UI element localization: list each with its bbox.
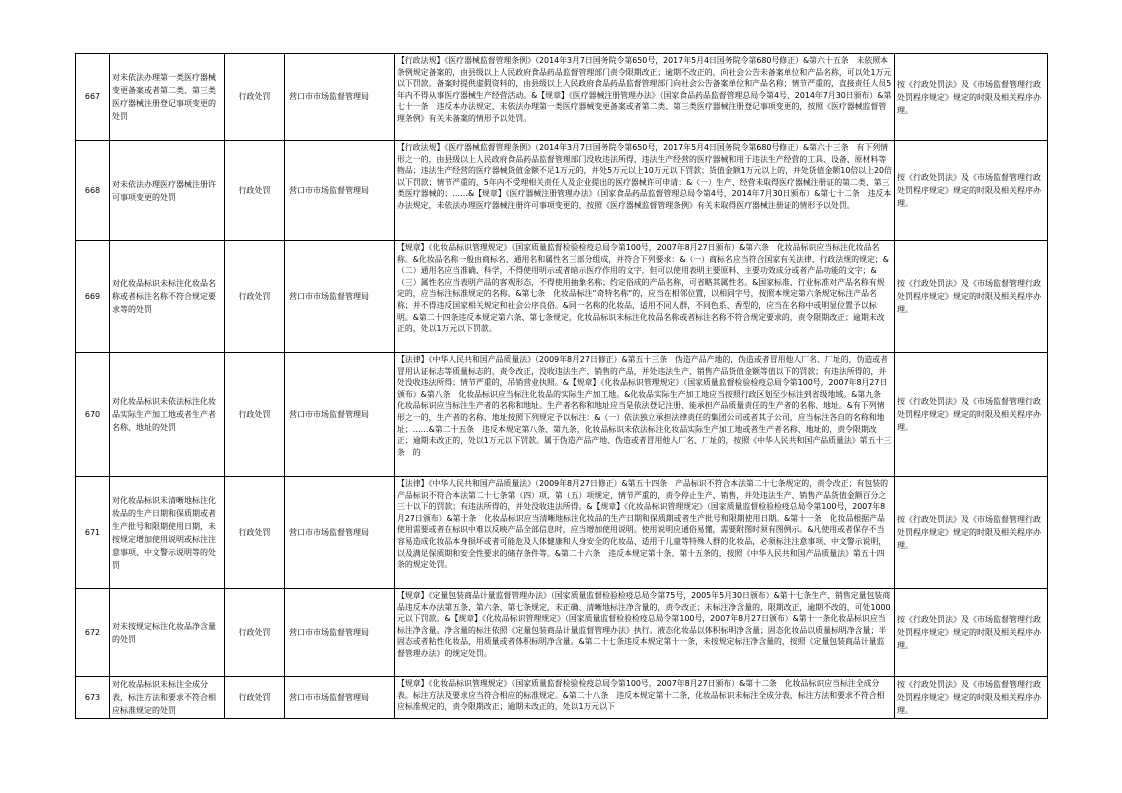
- table-row: [76, 677, 1048, 719]
- item-name: 对化妆品标识未清晰地标注化妆品的生产日期和保质期或者生产批号和限期使用日期，未按规定增加使用说明或标注注意事项、中文警示说明等的处罚: [110, 477, 225, 589]
- item-name: 对化妆品标识未依法标注化妆品实际生产加工地或者生产者名称、地址的处罚: [110, 353, 225, 477]
- table-row: [76, 589, 1048, 677]
- time-limit: 按《行政处罚法》及《市场监督管理行政处罚程序规定》规定的时限及相关程序办理。: [895, 54, 1048, 141]
- table-row: [76, 353, 1048, 477]
- time-limit: 按《行政处罚法》及《市场监督管理行政处罚程序规定》规定的时限及相关程序办理。: [895, 141, 1048, 241]
- department: 营口市市场监督管理局: [285, 677, 395, 719]
- department: 营口市市场监督管理局: [285, 241, 395, 353]
- table-row: [76, 241, 1048, 353]
- power-type: 行政处罚: [225, 589, 285, 677]
- table-row: [76, 477, 1048, 589]
- time-limit: 按《行政处罚法》及《市场监督管理行政处罚程序规定》规定的时限及相关程序办理。: [895, 241, 1048, 353]
- row-number: 673: [76, 677, 110, 719]
- legal-basis: 【法律】《中华人民共和国产品质量法》（2009年8月27日修正）&第五十三条 伪造产品产地的，伪造或者冒用他人厂名、厂址的，伪造或者冒用认证标志等质量标志的，责令改正，没收违法生产、销售的产品，并处违法生产、销售产品货值金额等值以下的罚款；有违法所得的，并处没收违法所得；情节严重的，吊销营业执照。&【规章】《化妆品标识管理规定》（国家质量监督检验检疫总局令第100号，2007年8月27日颁布）&第八条 化妆品标识应当标注化妆品的实际生产加工地。&化妆品实际生产加工地应当按照行政区划至少标注到省级地域。&第九条 化妆品标识应当标注生产者的名称和地址。生产者名称和地址应当是依法登记注册、能承担产品质量责任的生产者的名称、地址。&有下列情形之一的，生产者的名称、地址按照下列规定予以标注：&（一）依法独立承担法律责任的集团公司或者其子公司，应当标注各自的名称和地址；……&第二十五条 违反本规定第八条、第九条，化妆品标识未依法标注化妆品实际生产加工地或者生产者名称、地址的，责令限期改正；逾期未改正的，处以1万元以下罚款。属于伪造产品产地、伪造或者冒用他人厂名、厂址的，按照《中华人民共和国产品质量法》第五十三条 的: [395, 353, 895, 477]
- legal-basis: 【行政法规】《医疗器械监督管理条例》（2014年3月7日国务院令第650号，2017年5月4日国务院令第680号修正）&第六十三条 有下列情形之一的，由县级以上人民政府食品药品监督管理部门没收违法所得、违法生产经营的医疗器械和用于违法生产经营的工具、设备、原材料等物品；违法生产经营的医疗器械货值金额不足1万元的，并处5万元以上10万元以下罚款；货值金额1万元以上的，并处货值金额10倍以上20倍以下罚款；情节严重的，5年内不受理相关责任人及企业提出的医疗器械许可申请：&（一）生产、经营未取得医疗器械注册证的第二类、第三类医疗器械的；……&【规章】《医疗器械注册管理办法》（国家食品药品监督管理总局令第4号，2014年7月30日颁布）&第七十二条 违反本办法规定，未依法办理医疗器械注册许可事项变更的，按照《医疗器械监督管理条例》有关未取得医疗器械注册证的情形予以处罚。: [395, 141, 895, 241]
- power-list-table: [75, 53, 1048, 719]
- time-limit: 按《行政处罚法》及《市场监督管理行政处罚程序规定》规定的时限及相关程序办理。: [895, 677, 1048, 719]
- time-limit: 按《行政处罚法》及《市场监督管理行政处罚程序规定》规定的时限及相关程序办理。: [895, 477, 1048, 589]
- power-type: 行政处罚: [225, 54, 285, 141]
- row-number: 670: [76, 353, 110, 477]
- table-row: [76, 54, 1048, 141]
- row-number: 671: [76, 477, 110, 589]
- row-number: 669: [76, 241, 110, 353]
- item-name: 对化妆品标识未标注全成分表，标注方法和要求不符合相应标准规定的处罚: [110, 677, 225, 719]
- table-body: [76, 54, 1048, 719]
- department: 营口市市场监督管理局: [285, 477, 395, 589]
- power-type: 行政处罚: [225, 477, 285, 589]
- legal-basis: 【法律】《中华人民共和国产品质量法》（2009年8月27日修正）&第五十四条 产品标识不符合本法第二十七条规定的，责令改正；有包装的产品标识不符合本法第二十七条第（四）项、第（五）项规定，情节严重的，责令停止生产、销售，并处违法生产、销售产品货值金额百分之三十以下的罚款；有违法所得的，并处没收违法所得。&【规章】《化妆品标识管理规定》（国家质量监督检验检疫总局令第100号，2007年8月27日颁布）&第十条 化妆品标识应当清晰地标注化妆品的生产日期和保质期或者生产批号和限期使用日期。&第十一条 化妆品根据产品使用需要或者在标识中难以反映产品全部信息时，应当增加使用说明。使用说明应通俗易懂，需要附图时须有图例示。&凡使用或者保存不当容易造成化妆品本身损坏或者可能危及人体健康和人身安全的化妆品、适用于儿童等特殊人群的化妆品，必须标注注意事项、中文警示说明，以及满足保质期和安全性要求的储存条件等。&第二十六条 违反本规定第十条、第十五条的，按照《中华人民共和国产品质量法》第五十四条的规定处罚。: [395, 477, 895, 589]
- item-name: 对化妆品标识未标注化妆品名称或者标注名称不符合规定要求等的处罚: [110, 241, 225, 353]
- power-type: 行政处罚: [225, 353, 285, 477]
- time-limit: 按《行政处罚法》及《市场监督管理行政处罚程序规定》规定的时限及相关程序办理。: [895, 589, 1048, 677]
- legal-basis: 【行政法规】《医疗器械监督管理条例》（2014年3月7日国务院令第650号，2017年5月4日国务院令第680号修正）&第六十五条 未依照本条例规定备案的，由县级以上人民政府食品药品监督管理部门责令限期改正；逾期不改正的，向社会公告未备案单位和产品名称，可以处1万元以下罚款。备案时提供虚假资料的，由县级以上人民政府食品药品监督管理部门向社会公告备案单位和产品名称；情节严重的，直接责任人员5年内不得从事医疗器械生产经营活动。&【规章】《医疗器械注册管理办法》（国家食品药品监督管理总局令第4号，2014年7月30日颁布）&第七十一条 违反本办法规定，未依法办理第一类医疗器械变更备案或者第二类、第三类医疗器械注册登记事项变更的，按照《医疗器械监督管理条例》有关未备案的情形予以处罚。: [395, 54, 895, 141]
- legal-basis: 【规章】《定量包装商品计量监督管理办法》（国家质量监督检验检疫总局令第75号，2005年5月30日颁布）&第十七条生产、销售定量包装商品违反本办法第五条、第六条、第七条规定，未正确、清晰地标注净含量的，责令改正；未标注净含量的，限期改正，逾期不改的，可处1000元以下罚款。&【规章】《化妆品标识管理规定》（国家质量监督检验检疫总局令第100号，2007年8月27日颁布）&第十一条化妆品标识应当标注净含量。净含量的标注依照《定量包装商品计量监督管理办法》执行。液态化妆品以体积标明净含量；固态化妆品以质量标明净含量；半固态或者粘性化妆品，用质量或者体积标明净含量。&第二十七条违反本规定第十一条，未按规定标注净含量的，按照《定量包装商品计量监督管理办法》的规定处罚。: [395, 589, 895, 677]
- row-number: 672: [76, 589, 110, 677]
- item-name: 对未依法办理医疗器械注册许可事项变更的处罚: [110, 141, 225, 241]
- row-number: 668: [76, 141, 110, 241]
- row-number: 667: [76, 54, 110, 141]
- department: 营口市市场监督管理局: [285, 589, 395, 677]
- power-type: 行政处罚: [225, 241, 285, 353]
- department: 营口市市场监督管理局: [285, 54, 395, 141]
- department: 营口市市场监督管理局: [285, 353, 395, 477]
- time-limit: 按《行政处罚法》及《市场监督管理行政处罚程序规定》规定的时限及相关程序办理。: [895, 353, 1048, 477]
- legal-basis: 【规章】《化妆品标识管理规定》（国家质量监督检验检疫总局令第100号，2007年8月27日颁布）&第十二条 化妆品标识应当标注全成分表。标注方法及要求应当符合相应的标准规定。&第二十八条 违反本规定第十二条，化妆品标识未标注全成分表，标注方法和要求不符合相应标准规定的，责令限期改正；逾期未改正的，处以1万元以下: [395, 677, 895, 719]
- power-type: 行政处罚: [225, 141, 285, 241]
- legal-basis: 【规章】《化妆品标识管理规定》（国家质量监督检验检疫总局令第100号，2007年8月27日颁布）&第六条 化妆品标识应当标注化妆品名称。&化妆品名称一般由商标名、通用名和属性名三部分组成，并符合下列要求：&（一）商标名应当符合国家有关法律、行政法规的规定；&（二）通用名应当准确、科学，不得使用明示或者暗示医疗作用的文字，但可以使用表明主要原料、主要功效成分或者产品功能的文字；&（三）属性名应当表明产品的客观形态，不得使用抽象名称；约定俗成的产品名称，可省略其属性名。&国家标准、行业标准对产品名称有规定的，应当标注标准规定的名称。&第七条 化妆品标注“奇特名称”的，应当在相邻位置，以相同字号，按照本规定第六条规定标注产品名称；并不得违反国家相关规定和社会公序良俗。&同一名称的化妆品，适用不同人群，不同色系、香型的，应当在名称中或明显位置予以标明。&第二十四条违反本规定第六条、第七条规定，化妆品标识未标注化妆品名称或者标注名称不符合规定要求的，责令限期改正；逾期未改正的，处以1万元以下罚款。: [395, 241, 895, 353]
- table-row: [76, 141, 1048, 241]
- item-name: 对未按规定标注化妆品净含量的处罚: [110, 589, 225, 677]
- department: 营口市市场监督管理局: [285, 141, 395, 241]
- item-name: 对未依法办理第一类医疗器械变更备案或者第二类、第三类医疗器械注册登记事项变更的处罚: [110, 54, 225, 141]
- power-type: 行政处罚: [225, 677, 285, 719]
